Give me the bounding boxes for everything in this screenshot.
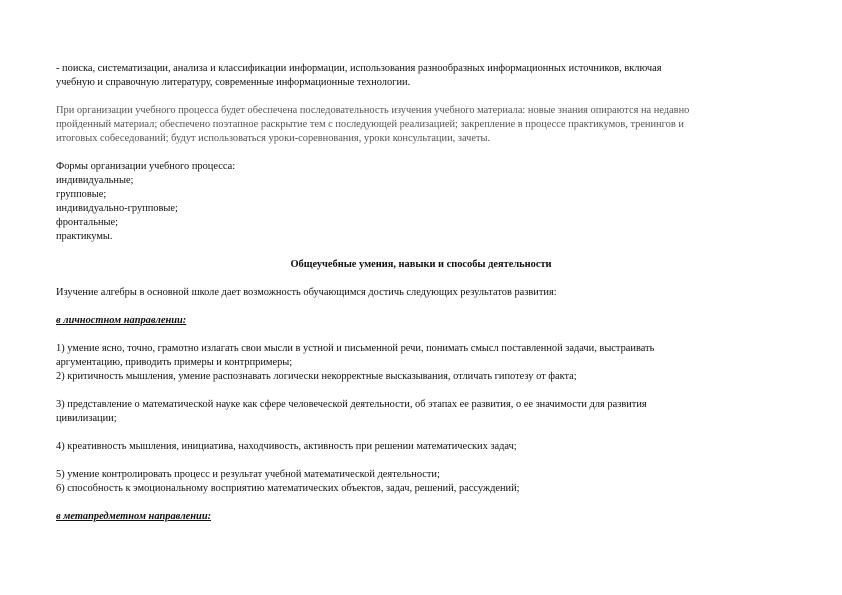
personal-heading: в личностном направлении: [56,315,187,326]
form-item: фронтальные; [56,217,119,228]
form-item: индивидуально-групповые; [56,203,178,214]
item-1-line-1: 1) умение ясно, точно, грамотно излагать свои мысли в устной и письменной речи, понимать смысл поставленной задачи, выстраивать [56,343,655,354]
item-3-line-1: 3) представление о математической науке как сфере человеческой деятельности, об этапах ее развития, о ее значимости для развития [56,399,647,410]
item-2: 2) критичность мышления, умение распознавать логически некорректные высказывания, отличать гипотезу от факта; [56,371,577,382]
item-1-line-2: аргументацию, приводить примеры и контрпримеры; [56,357,293,368]
document-page [56,62,786,524]
study-intro: Изучение алгебры в основной школе дает возможность обучающимся достичь следующих результатов развития: [56,287,557,298]
form-item: индивидуальные; [56,175,134,186]
forms-title: Формы организации учебного процесса: [56,161,236,172]
form-item: групповые; [56,189,107,200]
item-5: 5) умение контролировать процесс и результат учебной математической деятельности; [56,469,440,480]
meta-heading: в метапредметном направлении: [56,511,212,522]
org-line-1: При организации учебного процесса будет обеспечена последовательность изучения учебного материала: новые знания опираются на недавно [56,105,690,116]
form-item: практикумы. [56,231,113,242]
intro-line-1: - поиска, систематизации, анализа и классификации информации, использования разнообразных информационных источников, включая [56,63,662,74]
item-6: 6) способность к эмоциональному восприятию математических объектов, задач, решений, рассуждений; [56,483,520,494]
item-3-line-2: цивилизации; [56,413,117,424]
item-4: 4) креативность мышления, инициатива, находчивость, активность при решении математических задач; [56,441,517,452]
section-title: Общеучебные умения, навыки и способы деятельности [290,259,552,270]
intro-line-2: учебную и справочную литературу, современные информационные технологии. [56,77,411,88]
org-line-3: итоговых собеседований; будут использоваться уроки-соревнования, уроки консультации, зачеты. [56,133,491,144]
org-line-2: пройденный материал; обеспечено поэтапное раскрытие тем с последующей реализацией; закрепление в процессе практикумов, тренингов и [56,119,684,130]
